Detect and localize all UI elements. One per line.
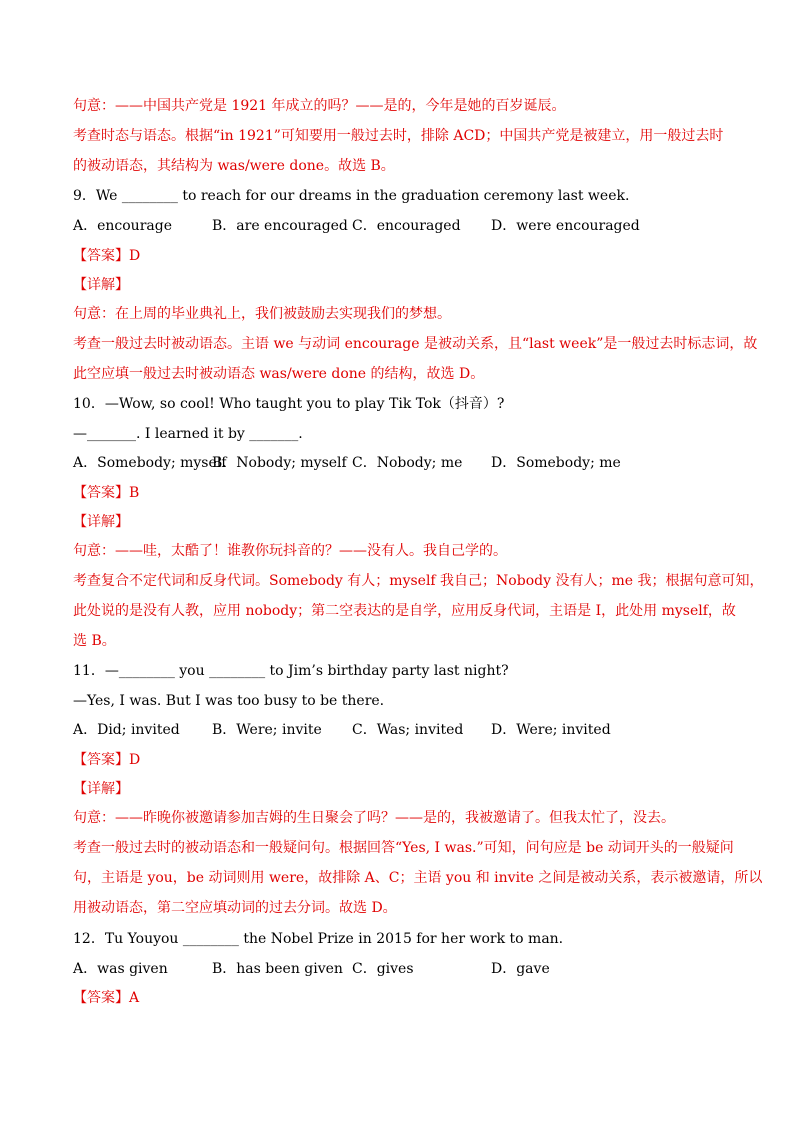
- q11-option-a: A．Did; invited: [73, 722, 180, 738]
- q12-option-a: A．was given: [73, 961, 168, 977]
- q11-analysis-line-2: 句，主语是 you，be 动词则用 were，故排除 A、C；主语 you 和 invite 之间是被动关系，表示被邀请，所以: [73, 870, 763, 886]
- q12-answer: 【答案】A: [73, 990, 140, 1006]
- q11-analysis-line-3: 用被动语态，第二空应填动词的过去分词。故选 D。: [73, 900, 397, 916]
- q8-analysis-line-1: 考查时态与语态。根据“in 1921”可知要用一般过去时，排除 ACD；中国共产党是被建立，用一般过去时: [73, 128, 724, 144]
- q10-answer: 【答案】B: [73, 485, 140, 501]
- q9-answer: 【答案】D: [73, 248, 141, 264]
- q9-option-a: A．encourage: [73, 218, 172, 234]
- q10-analysis-line-2: 此处说的是没有人教，应用 nobody；第二空表达的是自学，应用反身代词，主语是 I，此处用 myself，故: [73, 603, 736, 619]
- q9-analysis-line-1: 考查一般过去时被动语态。主语 we 与动词 encourage 是被动关系，且“last week”是一般过去时标志词，故: [73, 336, 758, 352]
- q9-option-b: B．are encouraged: [212, 218, 348, 234]
- q10-analysis-line-1: 考查复合不定代词和反身代词。Somebody 有人；myself 我自己；Nobody 没有人；me 我；根据句意可知，: [73, 573, 764, 589]
- q8-analysis-line-2: 的被动语态，其结构为 was/were done。故选 B。: [73, 158, 395, 174]
- q11-answer: 【答案】D: [73, 752, 141, 768]
- q11-option-b: B．Were; invite: [212, 722, 322, 738]
- q9-meaning: 句意：在上周的毕业典礼上，我们被鼓励去实现我们的梦想。: [73, 306, 451, 322]
- q10-option-c: C．Nobody; me: [352, 455, 463, 471]
- q12-option-b: B．has been given: [212, 961, 343, 977]
- q9-analysis-line-2: 此空应填一般过去时被动语态 was/were done 的结构，故选 D。: [73, 366, 485, 382]
- q11-stem-line-2: —Yes, I was. But I was too busy to be there.: [73, 693, 385, 709]
- q12-option-d: D．gave: [491, 961, 550, 977]
- q10-option-a: A．Somebody; myself: [73, 455, 227, 471]
- q10-stem-line-2: —_______. I learned it by _______.: [73, 426, 303, 442]
- q11-analysis-line-1: 考查一般过去时的被动语态和一般疑问句。根据回答“Yes, I was.”可知，问句应是 be 动词开头的一般疑问: [73, 840, 734, 856]
- q10-option-d: D．Somebody; me: [491, 455, 621, 471]
- q8-meaning: 句意：——中国共产党是 1921 年成立的吗？——是的，今年是她的百岁诞辰。: [73, 98, 566, 114]
- q12-option-c: C．gives: [352, 961, 414, 977]
- q10-meaning: 句意：——哇，太酷了！谁教你玩抖音的？——没有人。我自己学的。: [73, 543, 507, 559]
- q10-option-b: B．Nobody; myself: [212, 455, 347, 471]
- q9-option-c: C．encouraged: [352, 218, 461, 234]
- q10-detail-label: 【详解】: [73, 514, 129, 530]
- q12-stem: 12．Tu Youyou ________ the Nobel Prize in 2015 for her work to man.: [73, 931, 564, 947]
- q9-stem: 9．We ________ to reach for our dreams in the graduation ceremony last week.: [73, 188, 630, 204]
- q9-detail-label: 【详解】: [73, 277, 129, 293]
- q11-option-c: C．Was; invited: [352, 722, 464, 738]
- q11-detail-label: 【详解】: [73, 781, 129, 797]
- q11-option-d: D．Were; invited: [491, 722, 611, 738]
- q10-stem-line-1: 10．—Wow, so cool! Who taught you to play Tik Tok（抖音）?: [73, 396, 505, 412]
- q10-analysis-line-3: 选 B。: [73, 633, 116, 649]
- q11-meaning: 句意：——昨晚你被邀请参加吉姆的生日聚会了吗？——是的，我被邀请了。但我太忙了，没去。: [73, 810, 675, 826]
- q11-stem-line-1: 11．—________ you ________ to Jim’s birthday party last night?: [73, 663, 509, 679]
- q9-option-d: D．were encouraged: [491, 218, 640, 234]
